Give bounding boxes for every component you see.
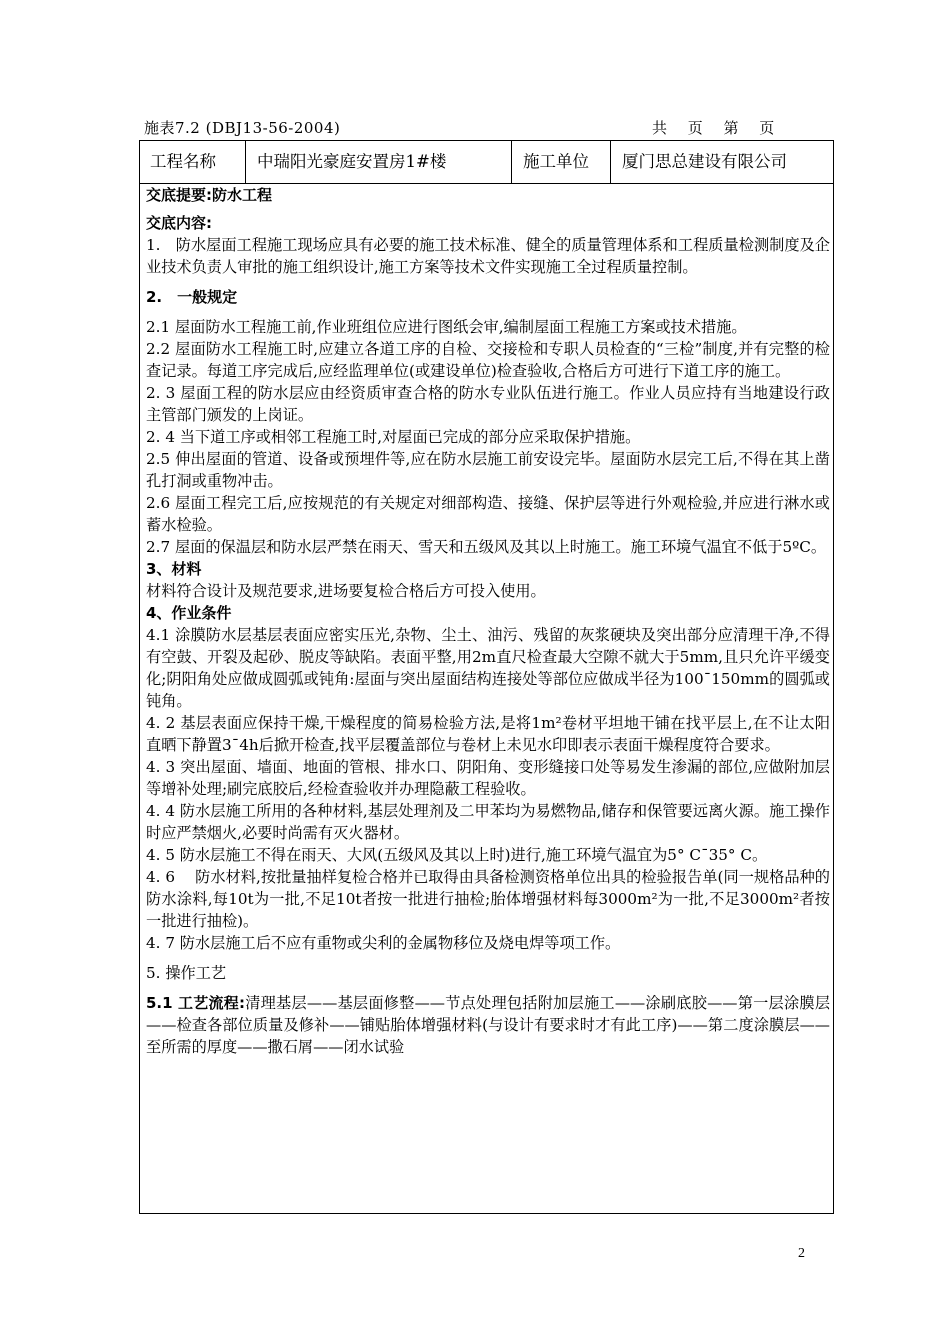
disclosure-content [146,184,830,1058]
paragraph-2-2: 2.2 屋面防水工程施工时,应建立各道工序的自检、交接检和专职人员检查的“三检”制度,并有完整的检查记录。每道工序完成后,应经监理单位(或建设单位)检查验收,合格后方可进行下道工序的施工。 [146,340,830,380]
paragraph-4-6: 4. 6 防水材料,按批量抽样复检合格并已取得由具备检测资格单位出具的检验报告单(同一规格品种的防水涂料,每10t为一批,不足10t者按一批进行抽检;胎体增强材料每3000m²为一批,不足3000m²者按一批进行抽检)。 [146,868,830,930]
form-header [144,117,834,139]
cell-divider [245,141,246,183]
page-number: 2 [798,1246,805,1261]
paragraph-2-3: 2. 3 屋面工程的防水层应由经资质审查合格的防水专业队伍进行施工。作业人员应持有当地建设行政主管部门颁发的上岗证。 [146,384,830,424]
project-name-value: 中瑞阳光豪庭安置房1#楼 [257,152,447,171]
summary-line [146,184,830,206]
paragraph-4-7: 4. 7 防水层施工后不应有重物或尖利的金属物移位及烧电焊等项工作。 [146,934,621,952]
paragraph-1: 1. 防水屋面工程施工现场应具有必要的施工技术标准、健全的质量管理体系和工程质量检测制度及企业技术负责人审批的施工组织设计,施工方案等技术文件实现施工全过程质量控制。 [146,236,830,276]
paragraph-2-5: 2.5 伸出屋面的管道、设备或预埋件等,应在防水层施工前安设完毕。屋面防水层完工后,不得在其上凿孔打洞或重物冲击。 [146,450,830,490]
paragraph-2-1: 2.1 屋面防水工程施工前,作业班组位应进行图纸会审,编制屋面工程施工方案或技术措施。 [146,318,747,336]
summary-label: 交底提要: [146,186,212,204]
paragraph-4-5: 4. 5 防水层施工不得在雨天、大风(五级风及其以上时)进行,施工环境气温宜为5° C¯35° C。 [146,846,768,864]
project-name-label: 工程名称 [150,152,216,171]
form-code: 施表7.2 (DBJ13-56-2004) [144,119,341,137]
page-count-info: 共 页 第 页 [652,119,776,137]
process-flow-label: 5.1 工艺流程: [146,994,245,1012]
section-3-title: 3、材料 [146,560,202,578]
paragraph-4-2: 4. 2 基层表面应保持干燥,干燥程度的简易检验方法,是将1m²卷材平坦地干铺在找平层上,在不让太阳直晒下静置3¯4h后掀开检查,找平层覆盖部位与卷材上未见水印即表示表面干燥程度符合要求。 [146,714,830,754]
paragraph-5-1 [146,992,830,1058]
process-flow-text: 清理基层——基层面修整——节点处理包括附加层施工——涂刷底胶——第一层涂膜层——检查各部位质量及修补——铺贴胎体增强材料(与设计有要求时才有此工序)——第二度涂膜层——至所需的厚度——撒石屑——闭水试验 [146,994,831,1056]
project-info-row [140,141,833,184]
paragraph-2-6: 2.6 屋面工程完工后,应按规范的有关规定对细部构造、接缝、保护层等进行外观检验,并应进行淋水或蓄水检验。 [146,494,830,534]
paragraph-4-3: 4. 3 突出屋面、墙面、地面的管根、排水口、阴阳角、变形缝接口处等易发生渗漏的部位,应做附加层等增补处理;刷完底胶后,经检查验收并办理隐蔽工程验收。 [146,758,830,798]
summary-value: 防水工程 [212,186,273,204]
content-label: 交底内容: [146,214,212,232]
construction-unit-label: 施工单位 [523,152,589,171]
construction-unit-value: 厦门思总建设有限公司 [622,152,787,171]
section-5-title: 5. 操作工艺 [146,964,227,982]
paragraph-2-4: 2. 4 当下道工序或相邻工程施工时,对屋面已完成的部分应采取保护措施。 [146,428,641,446]
section-2-title: 2. 一般规定 [146,288,238,306]
cell-divider [610,141,611,183]
section-4-title: 4、作业条件 [146,604,232,622]
paragraph-4-1: 4.1 涂膜防水层基层表面应密实压光,杂物、尘土、油污、残留的灰浆硬块及突出部分应清理干净,不得有空鼓、开裂及起砂、脱皮等缺陷。表面平整,用2m直尺检查最大空隙不就大于5mm,且只允许平缓变化;阴阳角处应做成圆弧或钝角:屋面与突出屋面结构连接处等部位应做成半径为100¯150mm的圆弧或钝角。 [146,626,830,710]
paragraph-2-7: 2.7 屋面的保温层和防水层严禁在雨天、雪天和五级风及其以上时施工。施工环境气温宜不低于5ºC。 [146,538,827,556]
paragraph-4-4: 4. 4 防水层施工所用的各种材料,基层处理剂及二甲苯均为易燃物品,储存和保管要远离火源。施工操作时应严禁烟火,必要时尚需有灭火器材。 [146,802,830,842]
paragraph-3: 材料符合设计及规范要求,进场要复检合格后方可投入使用。 [146,582,546,600]
disclosure-sheet [139,140,834,1214]
cell-divider [511,141,512,183]
